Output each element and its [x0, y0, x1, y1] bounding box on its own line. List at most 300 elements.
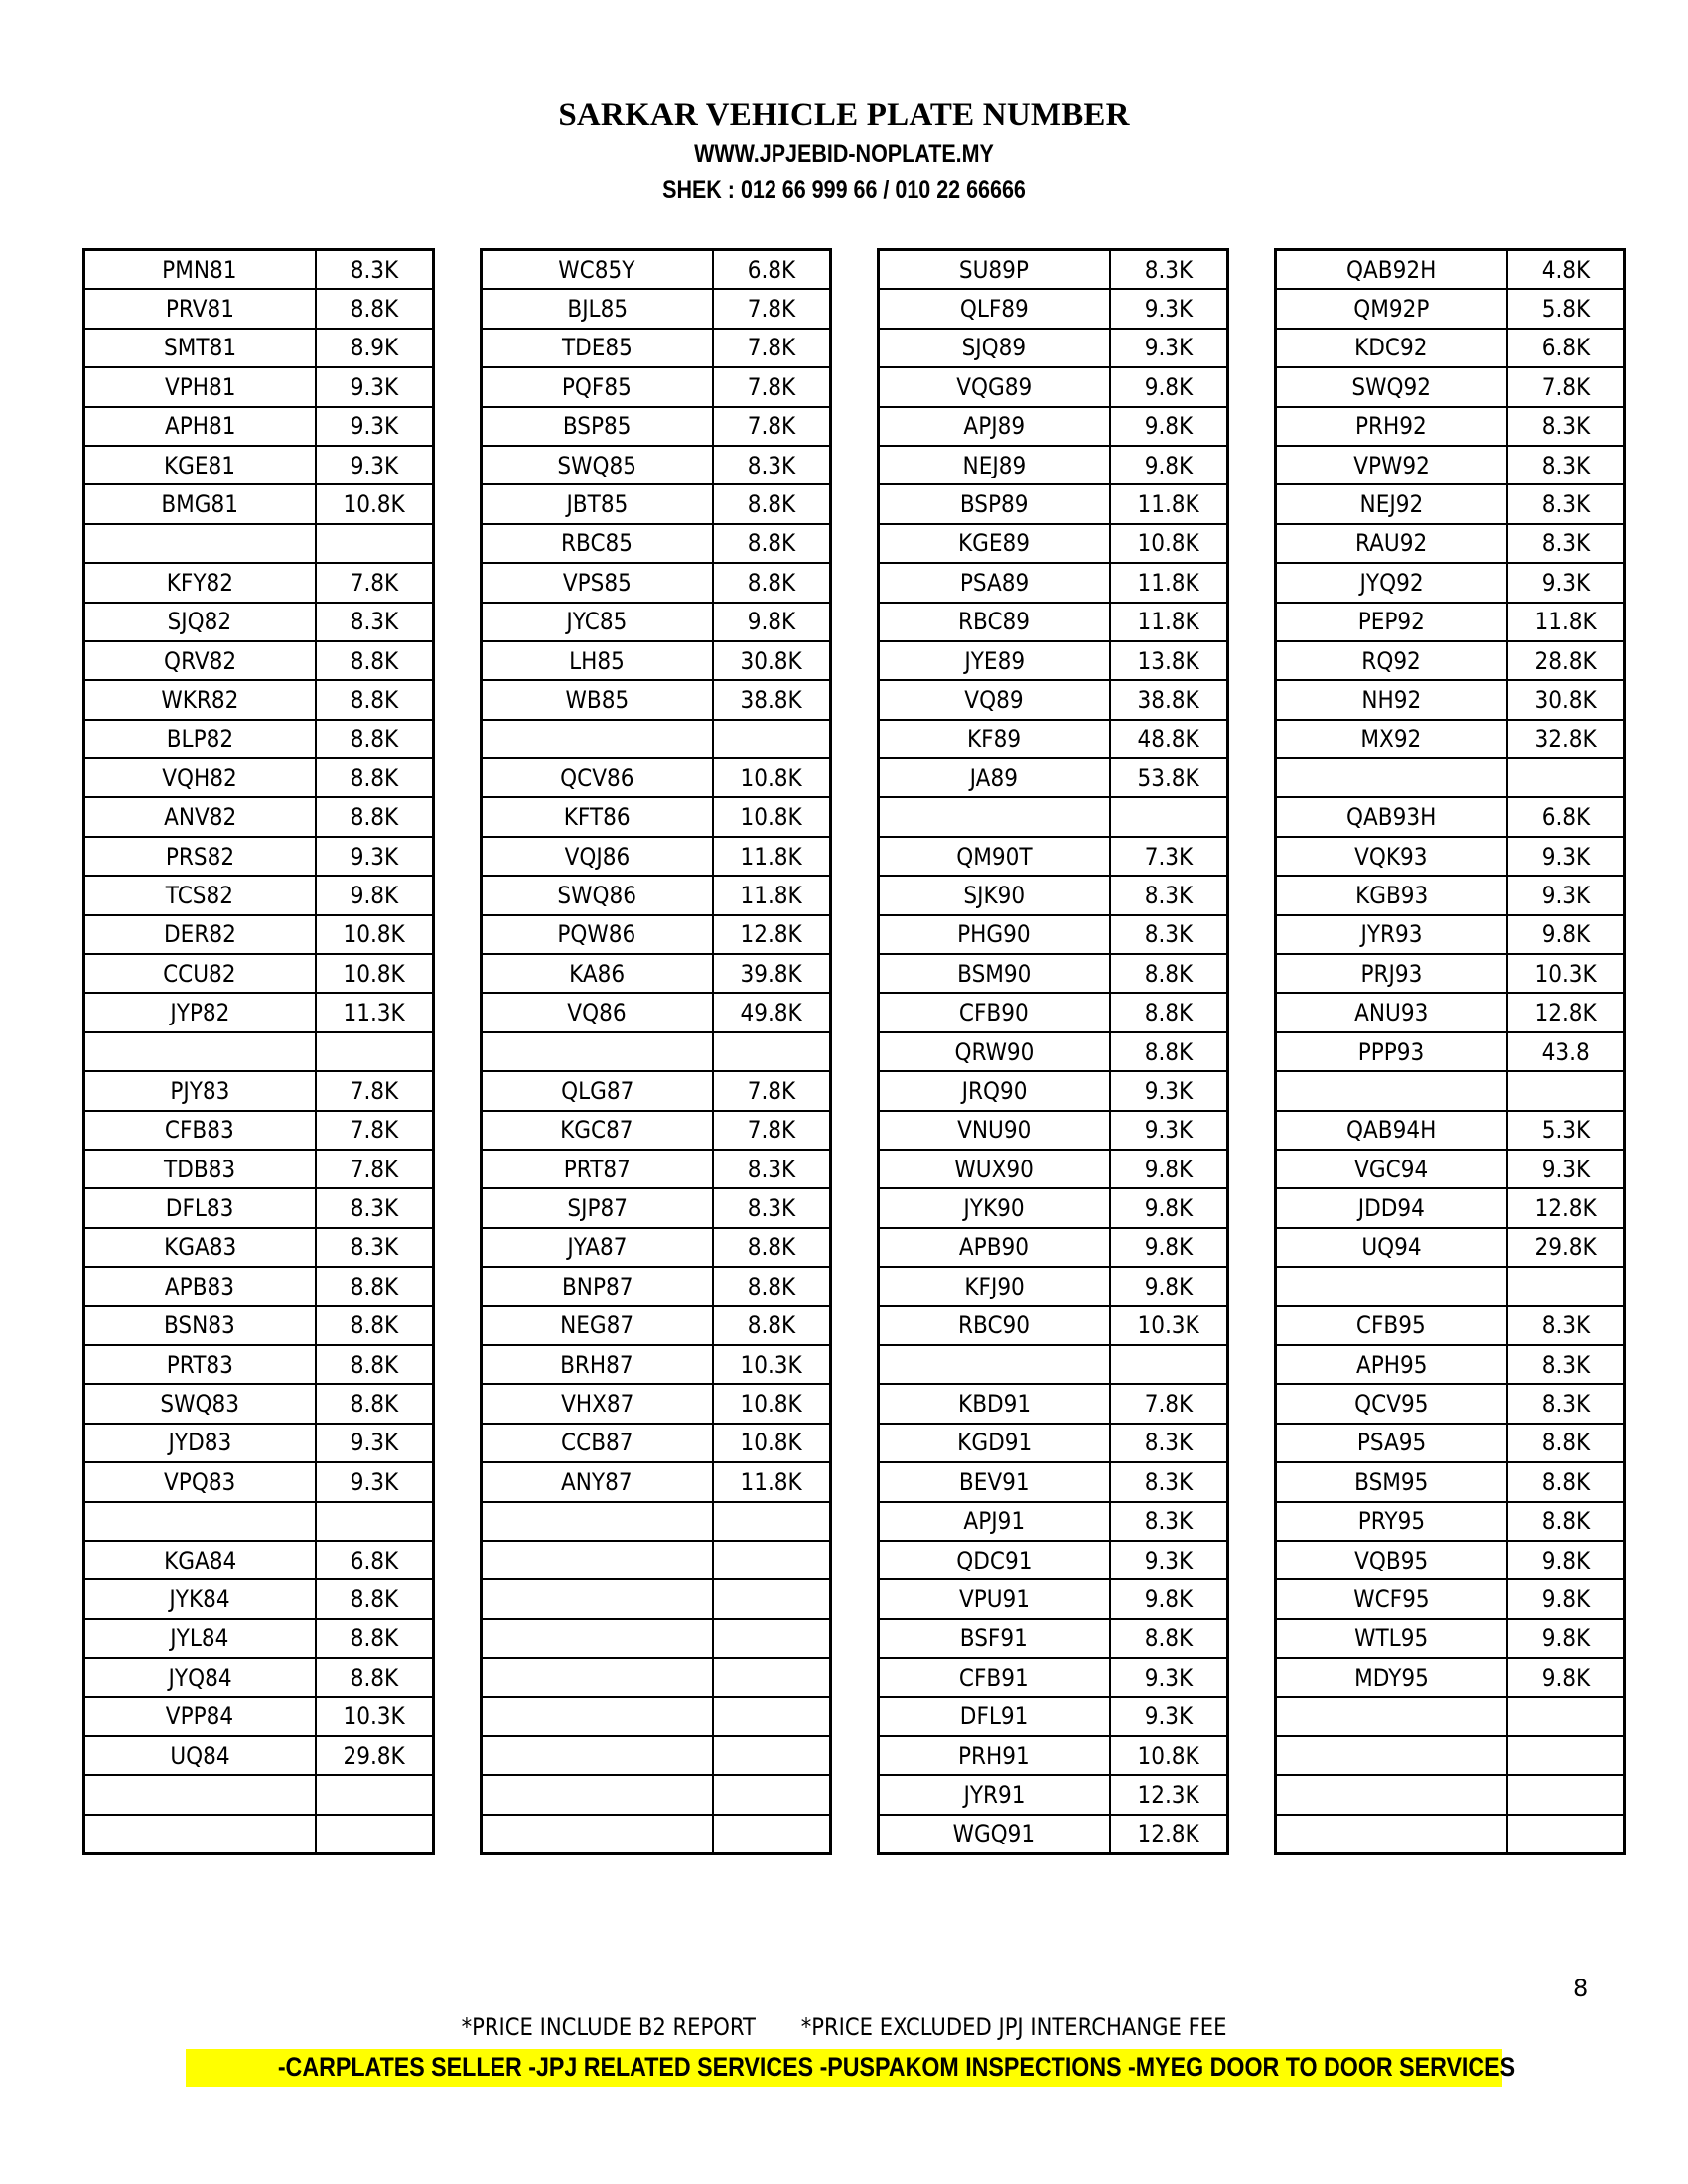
price: 9.3K [1541, 842, 1591, 871]
plate-number-cell [482, 367, 713, 406]
price: 10.8K [740, 763, 802, 792]
plate-number-cell [482, 1424, 713, 1462]
price: 9.8K [1144, 1584, 1194, 1613]
price-cell [1507, 993, 1625, 1031]
price: 8.8K [1541, 1467, 1591, 1496]
plate-number-cell [482, 1619, 713, 1658]
plate-number-cell [84, 797, 316, 836]
plate-number-cell [482, 250, 713, 290]
table-row [482, 524, 831, 563]
table-row [84, 484, 434, 523]
price: 8.8K [747, 1272, 796, 1300]
plate-number: JYR91 [963, 1780, 1026, 1809]
plate-number: PHG90 [957, 920, 1031, 949]
price-cell [316, 758, 434, 797]
table-row [84, 720, 434, 758]
price: 8.3K [350, 255, 399, 284]
plate-number: RBC90 [958, 1311, 1031, 1340]
price-cell [1507, 329, 1625, 367]
table-row [482, 1502, 831, 1541]
plate-number: JBT85 [566, 490, 629, 519]
plate-number-cell [879, 1384, 1110, 1423]
price: 38.8K [740, 685, 802, 714]
price: 9.3K [1144, 1116, 1194, 1145]
plate-number: PEP92 [1357, 608, 1425, 636]
price-cell [1507, 524, 1625, 563]
plate-number-cell [84, 1775, 316, 1814]
table-row [482, 1775, 831, 1814]
plate-number: QM92P [1353, 295, 1430, 324]
plate-number-cell [879, 1267, 1110, 1305]
price: 43.8 [1541, 1037, 1590, 1066]
plate-number: BEV91 [958, 1467, 1030, 1496]
price: 6.8K [350, 1546, 399, 1574]
table-row [84, 954, 434, 993]
price: 8.8K [350, 1272, 399, 1300]
plate-number-cell [1276, 1228, 1507, 1267]
price-cell [713, 1502, 831, 1541]
plate-number-cell [1276, 1345, 1507, 1384]
table-row [482, 563, 831, 602]
price-cell [1507, 758, 1625, 797]
table-row [482, 1032, 831, 1071]
plate-number-cell [84, 1188, 316, 1227]
price-cell [1110, 641, 1228, 680]
price: 8.8K [350, 763, 399, 792]
table-row [1276, 1071, 1625, 1110]
price: 8.3K [1541, 1311, 1591, 1340]
plate-number: VPU91 [958, 1584, 1030, 1613]
price: 10.3K [740, 1350, 802, 1379]
table-row [1276, 250, 1625, 290]
plate-number-cell [879, 1424, 1110, 1462]
table-row [84, 993, 434, 1031]
plate-number-cell [879, 1188, 1110, 1227]
table-row [879, 993, 1228, 1031]
price: 8.8K [350, 1311, 399, 1340]
plate-number-cell [482, 954, 713, 993]
table-row [84, 524, 434, 563]
price: 10.3K [1534, 959, 1597, 988]
plate-number: TDE85 [561, 334, 633, 362]
plate-number-cell [879, 876, 1110, 914]
plate-number-cell [84, 446, 316, 484]
plate-table-2 [480, 248, 832, 1855]
plate-number: QRV82 [163, 646, 236, 675]
table-row [84, 1697, 434, 1735]
price-cell [713, 484, 831, 523]
price: 12.3K [1137, 1780, 1199, 1809]
price-cell [713, 1541, 831, 1579]
price-cell [1507, 954, 1625, 993]
price-cell [713, 641, 831, 680]
table-row [482, 915, 831, 954]
table-row [879, 1697, 1228, 1735]
price-cell [1507, 1697, 1625, 1735]
table-row [482, 446, 831, 484]
price: 11.8K [1137, 568, 1199, 597]
price-cell [316, 993, 434, 1031]
price: 53.8K [1137, 763, 1199, 792]
plate-number: JYE89 [963, 646, 1025, 675]
plate-number-cell [482, 603, 713, 641]
price-cell [713, 876, 831, 914]
plate-table-3 [877, 248, 1229, 1855]
services-text: -CARPLATES SELLER -JPJ RELATED SERVICES -PUSPAKOM INSPECTIONS -MYEG DOOR TO DOOR SERVICES [277, 2052, 1516, 2082]
table-row [879, 250, 1228, 290]
price-cell [1110, 680, 1228, 719]
table-row [482, 1462, 831, 1501]
price-cell [1507, 876, 1625, 914]
plate-number: SWQ86 [557, 881, 637, 909]
table-row [879, 1228, 1228, 1267]
plate-number: KGD91 [956, 1429, 1032, 1457]
price: 49.8K [740, 999, 802, 1027]
price-cell [713, 837, 831, 876]
price-cell [1110, 1150, 1228, 1188]
plate-number: KBD91 [957, 1390, 1031, 1419]
plate-number: WKR82 [161, 685, 239, 714]
plate-number: JA89 [970, 763, 1019, 792]
plate-number-cell [482, 1111, 713, 1150]
plate-number: JYQ92 [1359, 568, 1424, 597]
price-cell [316, 1384, 434, 1423]
plate-number: CFB95 [1356, 1311, 1427, 1340]
price: 9.3K [1541, 1155, 1591, 1183]
price: 10.3K [1137, 1311, 1199, 1340]
price-cell [1507, 1775, 1625, 1814]
table-row [84, 446, 434, 484]
plate-number: PPP93 [1357, 1037, 1425, 1066]
plate-number-cell [879, 1579, 1110, 1618]
plate-number-cell [84, 1541, 316, 1579]
price-cell [713, 993, 831, 1031]
plate-number: MDY95 [1353, 1663, 1429, 1692]
price: 8.3K [350, 1233, 399, 1262]
price-cell [1110, 1462, 1228, 1501]
price: 12.8K [1137, 1820, 1199, 1848]
plate-number-cell [1276, 915, 1507, 954]
price: 7.8K [747, 334, 796, 362]
plate-number-cell [482, 407, 713, 446]
price-cell [1110, 993, 1228, 1031]
price: 10.8K [1137, 1741, 1199, 1770]
table-row [1276, 797, 1625, 836]
plate-number: SWQ83 [160, 1390, 240, 1419]
price-cell [1110, 250, 1228, 290]
table-row [84, 329, 434, 367]
price-cell [713, 720, 831, 758]
plate-number-cell [1276, 367, 1507, 406]
table-row [879, 1815, 1228, 1854]
plate-number-cell [879, 720, 1110, 758]
table-row [879, 641, 1228, 680]
price: 8.8K [350, 295, 399, 324]
plate-number-cell [879, 1502, 1110, 1541]
table-row [879, 758, 1228, 797]
page-number: 8 [1573, 1975, 1589, 2002]
plate-number: VQG89 [956, 372, 1033, 401]
plate-number-cell [1276, 603, 1507, 641]
price-cell [1507, 1150, 1625, 1188]
table-row [482, 1111, 831, 1150]
table-row [1276, 1579, 1625, 1618]
price: 10.8K [740, 803, 802, 832]
plate-number: PRV81 [165, 295, 234, 324]
table-row [879, 1032, 1228, 1071]
price-cell [1507, 484, 1625, 523]
plate-number: JDD94 [1357, 1194, 1425, 1223]
price-cell [316, 1032, 434, 1071]
plate-number-cell [1276, 876, 1507, 914]
price-cell [1507, 1188, 1625, 1227]
price-cell [1110, 446, 1228, 484]
price: 38.8K [1137, 685, 1199, 714]
table-row [1276, 563, 1625, 602]
price: 9.8K [1541, 1624, 1591, 1653]
plate-number-cell [482, 1150, 713, 1188]
table-row [879, 1424, 1228, 1462]
price-cell [316, 797, 434, 836]
price-cell [1110, 367, 1228, 406]
price-cell [713, 797, 831, 836]
plate-number: MX92 [1360, 725, 1422, 753]
table-row [1276, 329, 1625, 367]
price-cell [316, 289, 434, 328]
plate-number: UQ84 [170, 1741, 230, 1770]
plate-number-cell [482, 993, 713, 1031]
price: 9.8K [1541, 1663, 1591, 1692]
table-row [84, 603, 434, 641]
price-cell [1110, 720, 1228, 758]
plate-number-cell [482, 289, 713, 328]
plate-number-cell [1276, 1071, 1507, 1110]
table-row [1276, 1658, 1625, 1697]
table-row [1276, 1541, 1625, 1579]
price: 8.3K [1144, 1429, 1194, 1457]
price: 9.8K [350, 881, 399, 909]
plate-number: VNU90 [957, 1116, 1032, 1145]
price: 8.8K [1144, 1624, 1194, 1653]
price-cell [1110, 1071, 1228, 1110]
price-cell [316, 876, 434, 914]
price-cell [1507, 1736, 1625, 1775]
plate-number: VQH82 [162, 763, 238, 792]
table-row [879, 603, 1228, 641]
plate-number-cell [879, 524, 1110, 563]
price: 9.3K [350, 372, 399, 401]
price-cell [1110, 329, 1228, 367]
price-cell [316, 407, 434, 446]
table-row [84, 1384, 434, 1423]
table-row [1276, 837, 1625, 876]
plate-number: JYP82 [170, 999, 230, 1027]
plate-number-cell [879, 603, 1110, 641]
table-row [879, 1541, 1228, 1579]
price-cell [1110, 837, 1228, 876]
plate-number-cell [879, 1658, 1110, 1697]
plate-number-cell [84, 524, 316, 563]
plate-number-cell [1276, 484, 1507, 523]
plate-number-cell [84, 641, 316, 680]
plate-number: RQ92 [1361, 646, 1421, 675]
price-cell [1507, 1541, 1625, 1579]
plate-number-cell [84, 289, 316, 328]
plate-number: SJK90 [963, 881, 1026, 909]
plate-number-cell [879, 1228, 1110, 1267]
plate-number: ANV82 [163, 803, 236, 832]
price: 9.3K [1144, 1703, 1194, 1731]
price: 10.8K [343, 959, 405, 988]
table-row [1276, 1111, 1625, 1150]
table-row [482, 993, 831, 1031]
plate-number-cell [84, 250, 316, 290]
price: 9.3K [1144, 334, 1194, 362]
plate-number: NEG87 [560, 1311, 634, 1340]
plate-number-cell [1276, 837, 1507, 876]
table-row [84, 1188, 434, 1227]
plate-number-cell [482, 876, 713, 914]
price-notes [101, 2013, 1587, 2041]
plate-number-cell [1276, 993, 1507, 1031]
price: 7.3K [1144, 842, 1194, 871]
plate-number: KGE89 [958, 529, 1031, 558]
table-row [482, 1697, 831, 1735]
table-row [1276, 1306, 1625, 1345]
plate-number: KGB93 [1354, 881, 1428, 909]
price-cell [1110, 1306, 1228, 1345]
plate-number: QM90T [956, 842, 1033, 871]
price: 8.3K [1541, 529, 1591, 558]
table-row [84, 367, 434, 406]
price-cell [316, 1424, 434, 1462]
price-cell [713, 1032, 831, 1071]
price: 8.3K [1541, 1350, 1591, 1379]
price-cell [1507, 1384, 1625, 1423]
plate-number: JYD83 [168, 1429, 232, 1457]
table-row [84, 1267, 434, 1305]
table-row [482, 720, 831, 758]
price-cell [713, 1658, 831, 1697]
plate-number: VQK93 [1354, 842, 1428, 871]
price-cell [316, 1150, 434, 1188]
price-cell [1110, 876, 1228, 914]
price: 9.3K [350, 1467, 399, 1496]
price-cell [1110, 1111, 1228, 1150]
table-row [482, 1619, 831, 1658]
price: 5.3K [1541, 1116, 1591, 1145]
price: 7.8K [747, 1076, 796, 1105]
table-row [482, 797, 831, 836]
plate-number-cell [879, 680, 1110, 719]
plate-number-cell [84, 1384, 316, 1423]
plate-number-cell [482, 329, 713, 367]
table-row [879, 1188, 1228, 1227]
price-cell [1110, 289, 1228, 328]
price: 9.3K [1144, 1076, 1194, 1105]
price: 7.8K [747, 1116, 796, 1145]
price-cell [1110, 1345, 1228, 1384]
table-row [879, 329, 1228, 367]
plate-number: APB90 [959, 1233, 1030, 1262]
plate-number: SMT81 [163, 334, 236, 362]
price: 9.3K [350, 451, 399, 479]
table-row [879, 563, 1228, 602]
plate-number-cell [1276, 641, 1507, 680]
price-cell [316, 680, 434, 719]
plate-number: CFB91 [959, 1663, 1030, 1692]
table-row [482, 680, 831, 719]
plate-number: PJY83 [170, 1076, 230, 1105]
price: 4.8K [1541, 255, 1591, 284]
table-row [84, 1071, 434, 1110]
price: 8.8K [350, 1663, 399, 1692]
plate-number-cell [1276, 1032, 1507, 1071]
plate-number: CFB90 [959, 999, 1030, 1027]
plate-number-cell [84, 367, 316, 406]
plate-number-cell [482, 797, 713, 836]
price-cell [713, 250, 831, 290]
table-row [482, 1188, 831, 1227]
table-row [1276, 446, 1625, 484]
price: 7.8K [350, 568, 399, 597]
price-cell [316, 837, 434, 876]
price-cell [316, 641, 434, 680]
table-row [482, 1150, 831, 1188]
price-cell [1507, 1111, 1625, 1150]
price: 28.8K [1534, 646, 1597, 675]
table-row [482, 1815, 831, 1854]
plate-number-cell [879, 1697, 1110, 1735]
plate-number-cell [879, 289, 1110, 328]
price-cell [1507, 680, 1625, 719]
price-cell [1110, 1619, 1228, 1658]
plate-number-cell [84, 680, 316, 719]
plate-number: CCB87 [561, 1429, 633, 1457]
table-row [482, 954, 831, 993]
plate-number-cell [879, 1111, 1110, 1150]
price: 8.3K [1541, 1390, 1591, 1419]
plate-number: SJQ89 [961, 334, 1027, 362]
table-row [84, 1775, 434, 1814]
price: 11.8K [1137, 490, 1199, 519]
price: 13.8K [1137, 646, 1199, 675]
plate-number: BJL85 [566, 295, 628, 324]
price-cell [1507, 1579, 1625, 1618]
plate-number: JYR93 [1360, 920, 1423, 949]
price-cell [1507, 289, 1625, 328]
plate-table-4 [1274, 248, 1626, 1855]
table-row [482, 1736, 831, 1775]
price: 8.3K [1144, 255, 1194, 284]
plate-number-cell [84, 603, 316, 641]
plate-number: KF89 [967, 725, 1022, 753]
price: 9.8K [1541, 1584, 1591, 1613]
price: 8.8K [1541, 1507, 1591, 1536]
plate-number: QDC91 [956, 1546, 1033, 1574]
table-row [84, 1462, 434, 1501]
plate-number-cell [482, 680, 713, 719]
plate-number: PSA95 [1356, 1429, 1426, 1457]
plate-number-cell [84, 1697, 316, 1735]
table-row [879, 1384, 1228, 1423]
price: 9.8K [1144, 1194, 1194, 1223]
price-cell [1507, 250, 1625, 290]
price-cell [316, 954, 434, 993]
plate-number: VQB95 [1354, 1546, 1429, 1574]
price: 9.3K [1541, 568, 1591, 597]
plate-number-cell [879, 797, 1110, 836]
